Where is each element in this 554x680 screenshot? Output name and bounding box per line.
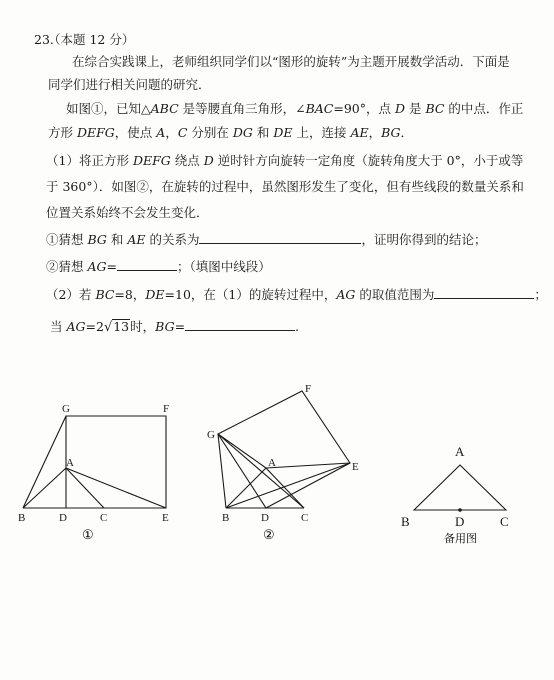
label-e-2: E <box>352 461 359 473</box>
label-b-2: B <box>222 512 230 524</box>
question-2-text: ②猜想 AG= ；（填图中线段） <box>46 259 271 274</box>
segment-bg-1 <box>23 416 66 508</box>
label-c-3: C <box>500 514 509 529</box>
part1-text-1: （1）将正方形 DEFG 绕点 D 逆时针方向旋转一定角度（旋转角度大于 0°，小于或等 <box>46 153 524 168</box>
part3-text: 当 AG=2√13时，BG= . <box>50 319 300 335</box>
segment-ba-2 <box>226 468 266 508</box>
caption-figure-3: 备用图 <box>444 533 477 545</box>
midpoint-d-dot <box>458 508 462 512</box>
label-a-3: A <box>455 444 465 459</box>
caption-figure-2: ② <box>263 527 275 542</box>
intro-text-2: 同学们进行相关问题的研究． <box>48 77 211 92</box>
label-a-2: A <box>268 457 276 469</box>
segment-be-2 <box>226 463 350 508</box>
label-d-1: D <box>59 512 67 524</box>
problem-number: 23. <box>34 32 54 47</box>
label-g-1: G <box>62 403 70 415</box>
label-f-1: F <box>163 403 170 415</box>
sqrt-radicand: 13 <box>113 319 130 334</box>
triangle-abc-3 <box>414 465 506 510</box>
label-g-2: G <box>207 429 215 441</box>
figure-3 <box>414 465 506 510</box>
segment-ac-2 <box>266 468 304 508</box>
question-1-text: ①猜想 BG 和 AE 的关系为 ，证明你得到的结论； <box>46 232 487 247</box>
segment-ae-1 <box>66 468 166 508</box>
figure-2 <box>218 391 350 508</box>
part1-text-2: 于 360°）．如图②，在旋转的过程中，虽然图形发生了变化，但有些线段的数量关系和 <box>46 179 524 194</box>
label-a-1: A <box>66 457 74 469</box>
segment-ga-2 <box>218 434 266 468</box>
segment-ba-1 <box>23 468 66 508</box>
label-e-1: E <box>162 512 169 524</box>
part1-text-3: 位置关系始终不会发生变化． <box>46 205 209 220</box>
problem-score: （本题 12 分） <box>48 32 135 47</box>
label-d-3: D <box>455 514 465 529</box>
given-text-2: 方形 DEFG，使点 A，C 分别在 DG 和 DE 上，连接 AE，BG． <box>48 125 414 140</box>
caption-figure-1: ① <box>82 527 94 542</box>
part2-text: （2）若 BC=8，DE=10，在（1）的旋转过程中，AG 的取值范围为 ； <box>46 287 547 302</box>
intro-text-1: 在综合实践课上，老师组织同学们以“图形的旋转”为主题开展数学活动．下面是 <box>72 54 510 69</box>
label-f-2: F <box>305 383 312 395</box>
label-d-2: D <box>261 512 269 524</box>
label-b-1: B <box>18 512 26 524</box>
segment-gc-2 <box>218 434 304 508</box>
figure-1 <box>23 416 166 508</box>
label-b-3: B <box>401 514 410 529</box>
segment-ac-1 <box>66 468 104 508</box>
label-c-2: C <box>301 512 309 524</box>
square-defg-1 <box>66 416 166 508</box>
given-text-1: 如图①，已知△ABC 是等腰直角三角形，∠BAC=90°，点 D 是 BC 的中点．作正 <box>66 101 524 116</box>
label-c-1: C <box>100 512 108 524</box>
